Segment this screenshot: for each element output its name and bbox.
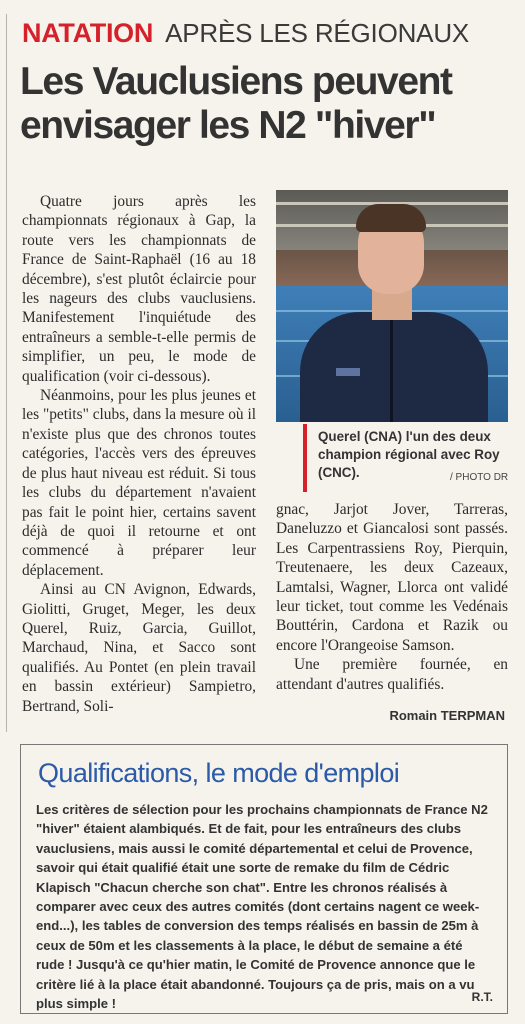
article-paragraph: Quatre jours après les championnats régionaux à Gap, la route vers les championnats de France de Saint-Raphaël (16 au 18 décembre), s'est plutôt éclaircie pour les nageurs des clubs vauclusiens. Manifestement l'inquiétude des entraîneurs a semble-t-elle permis de simplifier, un peu, le mode de qualification (voir ci-dessous). bbox=[22, 193, 256, 385]
article-byline: Romain TERPMAN bbox=[389, 708, 505, 723]
headline-line-1: Les Vauclusiens peuvent bbox=[20, 60, 452, 103]
article-paragraph: Néanmoins, pour les plus jeunes et les "petits" clubs, dans la mesure où il n'existe plus que des chronos toutes catégories, l'accès vers des épreuves de plus haut niveau est réduit. Si tous les clubs du département n'avaient pas fait le point hier, certains savent déjà de quoi il retourne et ont commencé à préparer leur déplacement. bbox=[22, 387, 256, 579]
column-rule bbox=[6, 14, 7, 732]
section-kicker bbox=[22, 18, 469, 52]
article-paragraph: Une première fournée, en attendant d'autres qualifiés. bbox=[276, 656, 508, 693]
article-column-right bbox=[276, 500, 508, 694]
article-paragraph: Ainsi au CN Avignon, Edwards, Giolitti, Gruget, Meger, les deux Querel, Ruiz, Garcia, Guillot, Marchaud, Nina, et Sacco sont qualifiés. Au Pontet (en plein travail en bassin extérieur) Sampietro, Bertrand, Soli- bbox=[22, 581, 256, 715]
article-paragraph: gnac, Jarjot Jover, Tarreras, Daneluzzo et Giancalosi sont passés. Les Carpentrassiens Roy, Pierquin, Treutenaere, les deux Cazeaux, Lamtalsi, Wagner, Llorca ont validé leur ticket, tout comme les Vedénais Bouttérin, Cardona et Razik ou encore l'Orangeoise Samson. bbox=[276, 501, 508, 654]
article-headline bbox=[20, 60, 515, 148]
sidebar-box-text: Les critères de sélection pour les prochains championnats de France N2 "hiver" étaient alambiqués. Et de fait, pour les entraîneurs des clubs vauclusiens, mais aussi le comité départemental et celui de Provence, savoir qui était qualifié était une sorte de remake du film de Cédric Klapisch "Chacun cherche son chat". Entre les chronos réalisés à comparer avec ceux des autres comités (dont certains nagent ce week-end...), les tables de conversion des temps réalisés en bassin de 25m à ceux de 50m et les classements à la place, le début de semaine a été rude ! Jusqu'à ce qu'hier matin, le Comité de Provence annonce que le critère lié à la place était abandonné. Toujours ça de pris, mais on a vu plus simple ! bbox=[36, 802, 488, 1012]
article-column-left bbox=[22, 192, 256, 716]
caption-accent-bar bbox=[303, 424, 307, 492]
section-subtitle: APRÈS LES RÉGIONAUX bbox=[165, 18, 470, 48]
photo-credit: / PHOTO DR bbox=[450, 472, 509, 483]
swimmer-photo bbox=[276, 190, 508, 422]
sidebar-box-title: Qualifications, le mode d'emploi bbox=[38, 758, 400, 788]
section-category: NATATION bbox=[22, 18, 154, 48]
photo-caption: Querel (CNA) l'un des deux champion régional avec Roy (CNC). bbox=[318, 429, 500, 480]
sidebar-box-signature: R.T. bbox=[471, 990, 493, 1004]
headline-line-2: envisager les N2 "hiver" bbox=[20, 104, 436, 147]
